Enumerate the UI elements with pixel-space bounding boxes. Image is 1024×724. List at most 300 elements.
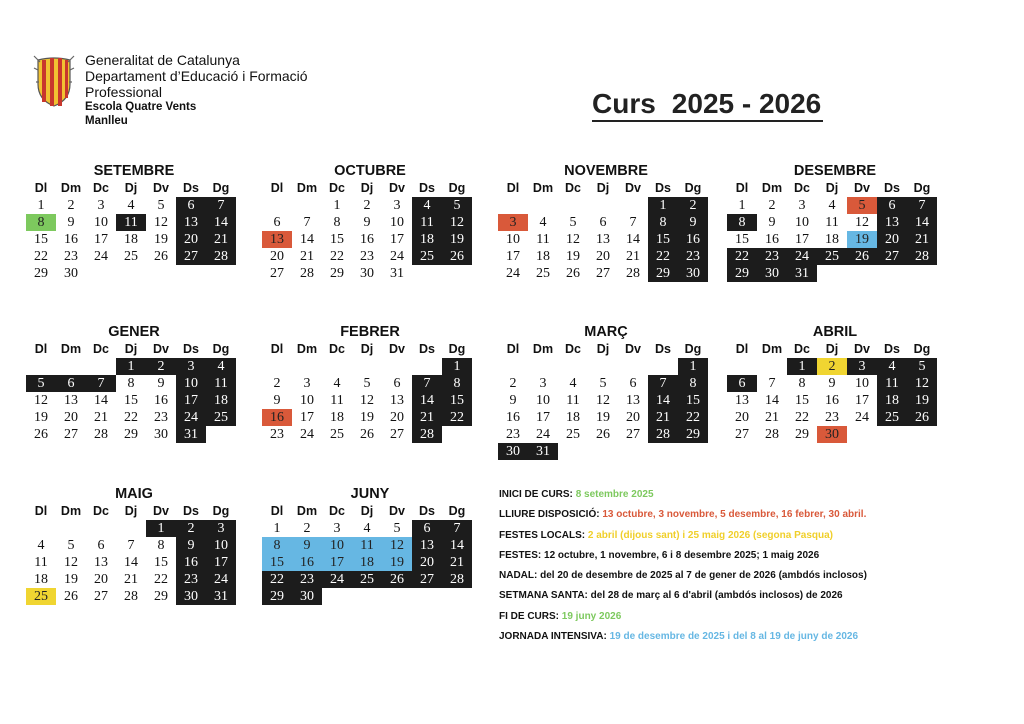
day-cell: 9 (273, 393, 281, 408)
day-cell: 19 (907, 392, 937, 409)
legend-value: 12 octubre, 1 novembre, 6 i 8 desembre 2025; 1 maig 2026 (544, 549, 820, 561)
day-cell: 15 (648, 231, 678, 248)
empty-cell (292, 358, 322, 375)
day-cell: 6 (56, 375, 86, 392)
month-setembre (26, 162, 242, 282)
day-cell: 26 (907, 409, 937, 426)
day-cell: 9 (363, 215, 371, 230)
legend-label: JORNADA INTENSIVA: (499, 631, 607, 643)
day-cell: 26 (360, 427, 374, 442)
day-cell: 12 (382, 537, 412, 554)
weekday-header: Dc (93, 504, 109, 518)
day-cell: 17 (855, 393, 869, 408)
legend-label: INICI DE CURS: (499, 489, 573, 500)
weekday-header: Ds (419, 342, 435, 356)
day-cell: 11 (412, 214, 442, 231)
day-cell: 25 (566, 427, 580, 442)
day-cell: 22 (678, 409, 708, 426)
day-cell: 24 (94, 249, 108, 264)
day-cell: 6 (877, 197, 907, 214)
weekday-header: Dj (596, 181, 610, 195)
empty-cell (558, 197, 588, 214)
day-cell: 9 (509, 393, 517, 408)
day-cell: 12 (855, 215, 869, 230)
day-cell: 8 (678, 375, 708, 392)
weekday-header: Dc (329, 181, 345, 195)
day-cell: 2 (67, 198, 75, 213)
day-cell: 18 (330, 410, 344, 425)
day-cell: 1 (738, 198, 746, 213)
month-title: GENER (108, 324, 160, 340)
day-cell: 3 (798, 198, 806, 213)
legend-row-setmana-santa (499, 589, 1019, 609)
day-cell: 12 (442, 214, 472, 231)
day-cell: 21 (124, 572, 138, 587)
day-cell: 26 (596, 427, 610, 442)
empty-cell (116, 520, 146, 537)
day-cell: 29 (262, 588, 292, 605)
weekday-header: Dv (854, 181, 870, 195)
month-gener (26, 323, 242, 443)
day-cell: 23 (176, 571, 206, 588)
day-cell: 29 (34, 266, 48, 281)
month-grid (498, 341, 714, 460)
weekday-header: Dv (153, 181, 169, 195)
day-cell: 13 (596, 232, 610, 247)
day-cell: 2 (509, 376, 517, 391)
day-cell: 10 (206, 537, 236, 554)
day-cell: 17 (300, 410, 314, 425)
day-cell: 19 (847, 231, 877, 248)
day-cell: 11 (330, 393, 344, 408)
weekday-header: Dg (212, 181, 230, 195)
day-cell: 30 (292, 588, 322, 605)
legend-row-fi (499, 610, 1019, 630)
day-cell: 22 (727, 248, 757, 265)
month-grid (498, 180, 714, 282)
month-grid (262, 341, 478, 443)
day-cell: 16 (154, 393, 168, 408)
day-cell: 12 (907, 375, 937, 392)
catalonia-coat-of-arms-icon (32, 54, 76, 108)
day-cell: 8 (798, 376, 806, 391)
day-cell: 13 (64, 393, 78, 408)
day-cell: 5 (26, 375, 56, 392)
day-cell: 11 (877, 375, 907, 392)
month-grid (26, 180, 242, 282)
legend-label: SETMANA SANTA: (499, 590, 588, 602)
day-cell: 2 (678, 197, 708, 214)
day-cell: 30 (817, 426, 847, 443)
day-cell: 18 (566, 410, 580, 425)
day-cell: 26 (442, 248, 472, 265)
day-cell: 11 (825, 215, 839, 230)
day-cell: 18 (825, 232, 839, 247)
day-cell: 13 (877, 214, 907, 231)
day-cell: 29 (795, 427, 809, 442)
weekday-header: Dg (212, 342, 230, 356)
day-cell: 9 (67, 215, 75, 230)
day-cell: 4 (206, 358, 236, 375)
month-maig (26, 485, 242, 605)
day-cell: 24 (322, 571, 352, 588)
day-cell: 27 (94, 589, 108, 604)
day-cell: 2 (768, 198, 776, 213)
month-title: SETEMBRE (93, 163, 175, 179)
empty-cell (382, 358, 412, 375)
day-cell: 26 (154, 249, 168, 264)
day-cell: 19 (34, 410, 48, 425)
month-title: FEBRER (340, 324, 400, 340)
day-cell: 30 (757, 265, 787, 282)
day-cell: 5 (363, 376, 371, 391)
weekday-header: Dm (296, 504, 318, 518)
day-cell: 4 (363, 521, 371, 536)
day-cell: 10 (506, 232, 520, 247)
day-cell: 14 (648, 392, 678, 409)
month-title: MARÇ (584, 324, 628, 340)
day-cell: 22 (330, 249, 344, 264)
day-cell: 17 (322, 554, 352, 571)
day-cell: 19 (596, 410, 610, 425)
month-grid (26, 503, 242, 605)
day-cell: 8 (442, 375, 472, 392)
weekday-header: Dc (565, 342, 581, 356)
day-cell: 14 (206, 214, 236, 231)
day-cell: 7 (127, 538, 135, 553)
legend-row-inici (499, 488, 1019, 508)
day-cell: 13 (390, 393, 404, 408)
weekday-header: Dv (153, 504, 169, 518)
day-cell: 22 (154, 572, 168, 587)
empty-cell (648, 358, 678, 375)
day-cell: 15 (34, 232, 48, 247)
day-cell: 11 (116, 214, 146, 231)
weekday-header: Dj (596, 342, 610, 356)
empty-cell (322, 358, 352, 375)
day-cell: 20 (270, 249, 284, 264)
day-cell: 23 (825, 410, 839, 425)
day-cell: 29 (330, 266, 344, 281)
day-cell: 31 (528, 443, 558, 460)
day-cell: 28 (765, 427, 779, 442)
day-cell: 27 (596, 266, 610, 281)
day-cell: 17 (536, 410, 550, 425)
weekday-header: Dm (761, 342, 783, 356)
day-cell: 3 (206, 520, 236, 537)
weekday-header: Dj (825, 181, 839, 195)
day-cell: 19 (64, 572, 78, 587)
day-cell: 15 (795, 393, 809, 408)
weekday-header: Ds (183, 181, 199, 195)
day-cell: 16 (825, 393, 839, 408)
day-cell: 12 (154, 215, 168, 230)
day-cell: 30 (360, 266, 374, 281)
day-cell: 30 (678, 265, 708, 282)
weekday-header: Dj (360, 181, 374, 195)
curs-years: 2025 - 2026 (671, 88, 822, 119)
day-cell: 20 (596, 249, 610, 264)
org-name: Generalitat de Catalunya (85, 52, 240, 68)
day-cell: 31 (176, 426, 206, 443)
day-cell: 26 (847, 248, 877, 265)
empty-cell (757, 358, 787, 375)
day-cell: 2 (363, 198, 371, 213)
weekday-header: Dg (448, 181, 466, 195)
day-cell: 16 (64, 232, 78, 247)
day-cell: 21 (94, 410, 108, 425)
day-cell: 3 (303, 376, 311, 391)
day-cell: 15 (735, 232, 749, 247)
day-cell: 3 (97, 198, 105, 213)
day-cell: 18 (412, 231, 442, 248)
empty-cell (412, 358, 442, 375)
day-cell: 7 (206, 197, 236, 214)
weekday-header: Dm (60, 504, 82, 518)
month-title: DESEMBRE (793, 163, 877, 179)
day-cell: 21 (626, 249, 640, 264)
empty-cell (498, 197, 528, 214)
day-cell: 21 (648, 409, 678, 426)
day-cell: 16 (360, 232, 374, 247)
weekday-header: Dl (735, 342, 749, 356)
day-cell: 7 (629, 215, 637, 230)
weekday-header: Dm (296, 181, 318, 195)
day-cell: 7 (907, 197, 937, 214)
day-cell: 11 (206, 375, 236, 392)
day-cell: 29 (648, 265, 678, 282)
day-cell: 30 (176, 588, 206, 605)
weekday-header: Dm (532, 342, 554, 356)
day-cell: 4 (539, 215, 547, 230)
month-març (498, 323, 714, 460)
legend-value: 19 de desembre de 2025 i del 8 al 19 de juny de 2026 (609, 631, 859, 643)
day-cell: 12 (566, 232, 580, 247)
day-cell: 28 (412, 426, 442, 443)
empty-cell (292, 197, 322, 214)
day-cell: 22 (124, 410, 138, 425)
weekday-header: Dv (389, 181, 405, 195)
day-cell: 23 (64, 249, 78, 264)
day-cell: 7 (412, 375, 442, 392)
day-cell: 1 (678, 358, 708, 375)
empty-cell (56, 520, 86, 537)
day-cell: 28 (648, 426, 678, 443)
day-cell: 24 (506, 266, 520, 281)
empty-cell (528, 197, 558, 214)
day-cell: 21 (412, 409, 442, 426)
day-cell: 8 (157, 538, 165, 553)
day-cell: 22 (648, 248, 678, 265)
day-cell: 14 (124, 555, 138, 570)
empty-cell (56, 358, 86, 375)
day-cell: 5 (157, 198, 165, 213)
empty-cell (588, 197, 618, 214)
weekday-header: Ds (183, 504, 199, 518)
day-cell: 26 (566, 266, 580, 281)
weekday-header: Dg (212, 504, 230, 518)
day-cell: 27 (626, 427, 640, 442)
day-cell: 17 (390, 232, 404, 247)
day-cell: 7 (86, 375, 116, 392)
month-febrer (262, 323, 478, 443)
day-cell: 25 (124, 249, 138, 264)
day-cell: 12 (64, 555, 78, 570)
day-cell: 3 (847, 358, 877, 375)
day-cell: 10 (300, 393, 314, 408)
day-cell: 16 (678, 231, 708, 248)
empty-cell (618, 358, 648, 375)
weekday-header: Dc (794, 181, 810, 195)
day-cell: 11 (352, 537, 382, 554)
day-cell: 25 (330, 427, 344, 442)
school-name: Escola Quatre Vents (85, 101, 197, 113)
legend-value: del 28 de març al 6 d'abril (ambdós inclosos) de 2026 (590, 590, 843, 602)
day-cell: 3 (539, 376, 547, 391)
legend-value: 8 setembre 2025 (575, 489, 654, 500)
day-cell: 21 (442, 554, 472, 571)
empty-cell (262, 197, 292, 214)
weekday-header: Dv (153, 342, 169, 356)
empty-cell (498, 358, 528, 375)
day-cell: 5 (847, 197, 877, 214)
weekday-header: Dl (34, 181, 48, 195)
day-cell: 27 (176, 248, 206, 265)
day-cell: 9 (176, 537, 206, 554)
day-cell: 16 (765, 232, 779, 247)
day-cell: 10 (795, 215, 809, 230)
day-cell: 23 (292, 571, 322, 588)
day-cell: 7 (303, 215, 311, 230)
legend-row-nadal (499, 569, 1019, 589)
weekday-header: Dj (360, 504, 374, 518)
day-cell: 27 (64, 427, 78, 442)
day-cell: 4 (412, 197, 442, 214)
month-juny (262, 485, 478, 605)
day-cell: 21 (907, 231, 937, 248)
empty-cell (26, 358, 56, 375)
empty-cell (558, 358, 588, 375)
day-cell: 20 (877, 231, 907, 248)
weekday-header: Dj (124, 342, 138, 356)
day-cell: 1 (648, 197, 678, 214)
month-desembre (727, 162, 943, 282)
day-cell: 8 (26, 214, 56, 231)
empty-cell (262, 358, 292, 375)
day-cell: 20 (64, 410, 78, 425)
day-cell: 14 (300, 232, 314, 247)
month-title: JUNY (350, 486, 390, 502)
day-cell: 10 (390, 215, 404, 230)
month-title: OCTUBRE (334, 163, 406, 179)
weekday-header: Dl (270, 504, 284, 518)
day-cell: 8 (727, 214, 757, 231)
department-name-cont: Professional (85, 84, 163, 100)
weekday-header: Dl (506, 181, 520, 195)
day-cell: 28 (626, 266, 640, 281)
day-cell: 24 (536, 427, 550, 442)
weekday-header: Dg (913, 181, 931, 195)
weekday-header: Dm (60, 342, 82, 356)
day-cell: 3 (498, 214, 528, 231)
day-cell: 20 (412, 554, 442, 571)
day-cell: 7 (648, 375, 678, 392)
day-cell: 27 (735, 427, 749, 442)
header-text (85, 52, 308, 128)
day-cell: 29 (678, 426, 708, 443)
day-cell: 18 (206, 392, 236, 409)
weekday-header: Ds (419, 181, 435, 195)
weekday-header: Dm (532, 181, 554, 195)
day-cell: 6 (273, 215, 281, 230)
day-cell: 30 (498, 443, 528, 460)
department-name: Departament d’Educació i Formació (85, 68, 308, 84)
day-cell: 6 (599, 215, 607, 230)
day-cell: 14 (907, 214, 937, 231)
day-cell: 11 (566, 393, 580, 408)
day-cell: 23 (360, 249, 374, 264)
day-cell: 31 (390, 266, 404, 281)
day-cell: 12 (360, 393, 374, 408)
day-cell: 28 (94, 427, 108, 442)
weekday-header: Ds (183, 342, 199, 356)
day-cell: 26 (382, 571, 412, 588)
day-cell: 8 (333, 215, 341, 230)
day-cell: 1 (273, 521, 281, 536)
day-cell: 1 (37, 198, 45, 213)
curs-label: Curs (592, 88, 656, 119)
weekday-header: Dg (684, 342, 702, 356)
page-title (592, 88, 823, 122)
month-octubre (262, 162, 478, 282)
day-cell: 4 (37, 538, 45, 553)
weekday-header: Dj (360, 342, 374, 356)
month-grid (727, 180, 943, 282)
weekday-header: Dv (389, 504, 405, 518)
day-cell: 2 (303, 521, 311, 536)
day-cell: 24 (855, 410, 869, 425)
day-cell: 16 (262, 409, 292, 426)
day-cell: 6 (629, 376, 637, 391)
month-title: MAIG (115, 486, 153, 502)
legend-value: 19 juny 2026 (561, 610, 622, 622)
month-grid (26, 341, 242, 443)
day-cell: 17 (206, 554, 236, 571)
day-cell: 10 (322, 537, 352, 554)
day-cell: 17 (176, 392, 206, 409)
day-cell: 23 (154, 410, 168, 425)
day-cell: 8 (127, 376, 135, 391)
day-cell: 13 (735, 393, 749, 408)
weekday-header: Dc (329, 342, 345, 356)
day-cell: 1 (116, 358, 146, 375)
day-cell: 9 (768, 215, 776, 230)
day-cell: 18 (34, 572, 48, 587)
day-cell: 3 (176, 358, 206, 375)
day-cell: 2 (273, 376, 281, 391)
day-cell: 13 (262, 231, 292, 248)
weekday-header: Dv (625, 342, 641, 356)
day-cell: 15 (154, 555, 168, 570)
day-cell: 25 (536, 266, 550, 281)
day-cell: 13 (412, 537, 442, 554)
day-cell: 31 (206, 588, 236, 605)
day-cell: 22 (34, 249, 48, 264)
month-grid (262, 180, 478, 282)
day-cell: 9 (828, 376, 836, 391)
empty-cell (86, 520, 116, 537)
day-cell: 23 (678, 248, 708, 265)
